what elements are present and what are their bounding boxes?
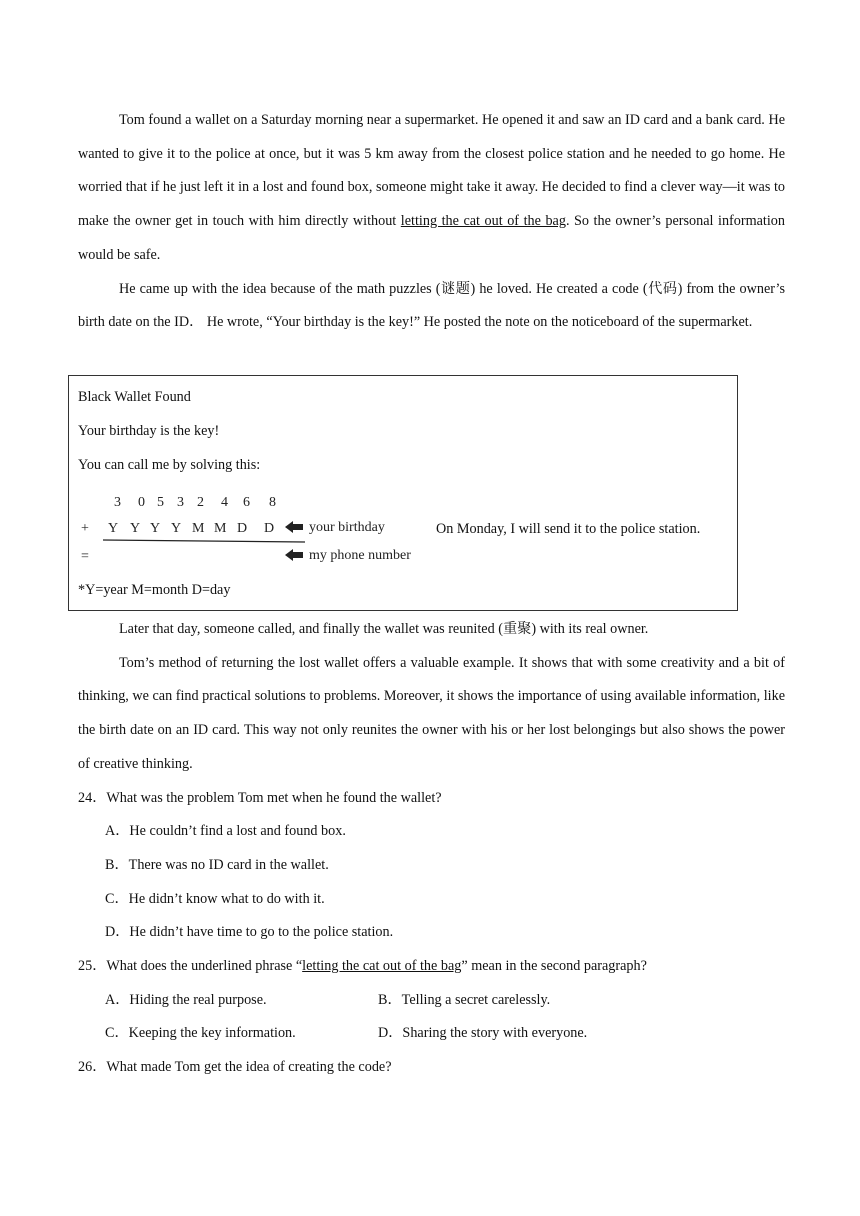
puzzle-letter: D [264, 521, 275, 536]
q25-options-row-2 [78, 1017, 785, 1051]
sum-line [103, 540, 305, 542]
q25-underlined-phrase: letting the cat out of the bag [302, 958, 462, 975]
puzzle-digit: 3 [114, 495, 121, 510]
puzzle-digit: 6 [243, 495, 250, 510]
paragraph-1-text: Tom found a wallet on a Saturday morning near a supermarket. He opened it and saw an ID card and a bank card. He wanted to give it to the police at once, but it was 5 km away from the closest police station and he needed to go home. He worried that if he just left it in a lost and found box, someone might take it away. He decided to find a clever way—it was to make the owner get in touch with him directly without [78, 112, 785, 230]
puzzle-letter: Y [171, 521, 182, 536]
notice-monday-note: On Monday, I will send it to the police station. [436, 521, 701, 537]
plus-sign: + [81, 521, 89, 536]
q25-option-a: A．Hiding the real purpose. [105, 991, 267, 1008]
underlined-phrase: letting the cat out of the bag [400, 213, 566, 230]
math-puzzle [79, 494, 429, 566]
q25-option-b: B．Telling a secret carelessly. [378, 991, 551, 1008]
q25-stem-end: ” mean in the second paragraph? [461, 958, 647, 975]
q24-option-b: B．There was no ID card in the wallet. [105, 856, 329, 873]
label-your-birthday: your birthday [309, 520, 385, 535]
paragraph-4: Tom’s method of returning the lost wallet offers a valuable example. It shows that with some creativity and a bit of thinking, we can find practical solutions to problems. Moreover, it shows the importance of using available information, like the birth date on an ID card. This way not only reunites the owner with his or her lost belongings but also shows the power of creative thinking. [78, 654, 785, 772]
passage-top [78, 104, 785, 340]
q24-option-c: C．He didn’t know what to do with it. [105, 890, 325, 907]
arrow-left-icon [285, 521, 303, 533]
paragraph-3: Later that day, someone called, and finally the wallet was reunited (重聚) with its real owner. [119, 621, 649, 637]
notice-line-call: You can call me by solving this: [78, 457, 261, 473]
q25-option-c: C．Keeping the key information. [105, 1025, 296, 1042]
equals-sign: = [81, 549, 89, 564]
puzzle-letter: M [192, 521, 205, 536]
notice-line-key: Your birthday is the key! [78, 423, 220, 439]
puzzle-letter: Y [108, 521, 119, 536]
puzzle-digit: 3 [177, 495, 184, 510]
puzzle-digit: 0 [138, 495, 145, 510]
q25-options-row-1 [78, 984, 785, 1018]
puzzle-digit: 8 [269, 495, 276, 510]
notice-footnote: *Y=year M=month D=day [78, 582, 231, 598]
arrow-left-icon [285, 549, 303, 561]
paragraph-1-text-end: . So the owner’s personal information would be safe. [78, 213, 785, 263]
puzzle-letter: M [214, 521, 227, 536]
q25-option-d: D．Sharing the story with everyone. [378, 1025, 588, 1042]
question-24: 24．What was the problem Tom met when he found the wallet? [78, 789, 442, 806]
question-26: 26．What made Tom get the idea of creating the code? [78, 1059, 392, 1076]
q25-stem-start: 25．What does the underlined phrase “ [78, 958, 303, 975]
wallet-notice [68, 375, 738, 611]
paragraph-1 [78, 104, 785, 273]
paragraph-2: He came up with the idea because of the math puzzles (谜题) he loved. He created a code (代码) from the owner’s birth date on the ID． He wrote, “Your birthday is the key!” He posted the note on the noticeboard of the supermarket. [78, 280, 785, 331]
puzzle-letter: Y [150, 521, 161, 536]
puzzle-digit: 2 [197, 495, 204, 510]
q24-option-a: A．He couldn’t find a lost and found box. [105, 823, 346, 840]
q24-option-d: D．He didn’t have time to go to the police station. [105, 924, 394, 941]
passage-bottom [78, 613, 785, 1085]
notice-title: Black Wallet Found [78, 389, 191, 405]
label-my-phone-number: my phone number [309, 548, 411, 563]
puzzle-digit: 4 [221, 495, 228, 510]
question-25 [78, 950, 785, 984]
puzzle-letter: Y [130, 521, 141, 536]
puzzle-letter: D [237, 521, 248, 536]
puzzle-digit: 5 [157, 495, 164, 510]
